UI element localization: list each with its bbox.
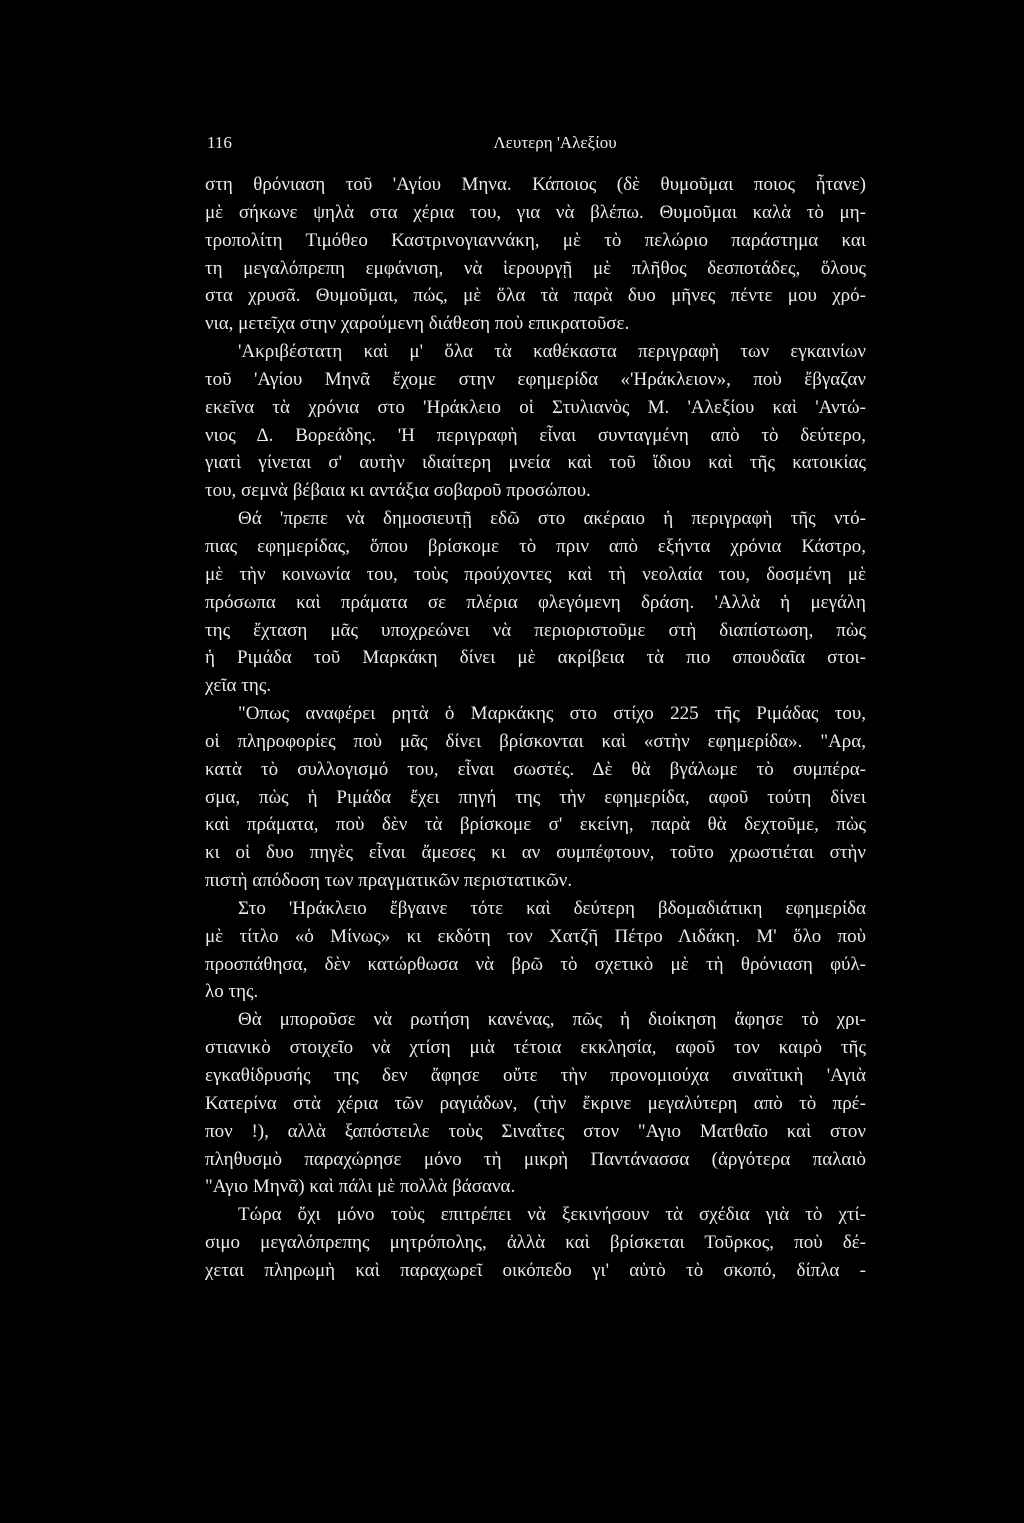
text-line: πιας εφημερίδας, ὅπου βρίσκομε τὸ πριν απὸ εξήντα χρόνια Κάστρο, — [205, 535, 866, 557]
text-line: Θά 'πρεπε νὰ δημοσιευτῇ εδῶ στο ακέραιο ἡ περιγραφὴ τῆς ντό- — [238, 508, 866, 530]
text-line: πληθυσμὸ παραχώρησε μόνο τὴ μικρὴ Παντάνασσα (ἀργότερα παλαιὸ — [205, 1148, 866, 1170]
text-line: κατὰ τὸ συλλογισμό του, εἶναι σωστές. Δὲ θὰ βγάλωμε τὸ συμπέρα- — [205, 758, 866, 780]
paragraph — [205, 1006, 866, 1201]
text-line: Τώρα ὄχι μόνο τοὺς επιτρέπει νὰ ξεκινήσουν τὰ σχέδια γιὰ τὸ χτί- — [238, 1204, 866, 1226]
page-number: 116 — [207, 133, 232, 152]
text-line: σιμο μεγαλόπρεπης μητρόπολης, ἀλλὰ καὶ βρίσκεται Τοῦρκος, ποὺ δέ- — [205, 1232, 866, 1254]
text-line: του, σεμνὰ βέβαια κι αντάξια σοβαροῦ προσώπου. — [205, 480, 591, 502]
paragraph — [205, 338, 866, 505]
text-line: της ἔχταση μᾶς υποχρεώνει νὰ περιοριστοῦμε στὴ διαπίστωση, πὼς — [205, 619, 866, 641]
text-line: χεται πληρωμὴ καὶ παραχωρεῖ οικόπεδο γι' αὐτὸ τὸ σκοπό, δίπλα - — [205, 1259, 866, 1281]
text-line: Κατερίνα στὰ χέρια τῶν ραγιάδων, (τὴν ἔκρινε μεγαλύτερη απὸ τὸ πρέ- — [205, 1092, 866, 1114]
text-line: τοῦ 'Αγίου Μηνᾶ ἔχομε στην εφημερίδα «'Ηράκλειον», ποὺ ἔβγαζαν — [205, 368, 866, 390]
text-line: μὲ τὴν κοινωνία του, τοὺς προύχοντες καὶ τὴ νεολαία του, δοσμένη μὲ — [205, 563, 866, 585]
text-line: στιανικὸ στοιχεῖο νὰ χτίση μιὰ τέτοια εκκλησία, αφοῦ τον καιρὸ τῆς — [205, 1037, 866, 1059]
text-line: 'Ακριβέστατη καὶ μ' ὅλα τὰ καθέκαστα περιγραφὴ των εγκαινίων — [238, 341, 866, 363]
paragraph — [205, 171, 866, 338]
paragraph — [205, 505, 866, 700]
text-line: πον !), αλλὰ ξαπόστειλε τοὺς Σιναΐτες στον "Αγιο Ματθαῖο καὶ στον — [205, 1120, 866, 1142]
text-line: στη θρόνιαση τοῦ 'Αγίου Μηνα. Κάποιος (δὲ θυμοῦμαι ποιος ἦτανε) — [205, 174, 866, 195]
text-line: "Οπως αναφέρει ρητὰ ὁ Μαρκάκης στο στίχο 225 τῆς Ριμάδας του, — [238, 703, 866, 725]
text-line: εγκαθίδρυσής της δεν ἄφησε οὔτε τὴν προνομιούχα σιναϊτικὴ 'Αγιὰ — [205, 1065, 866, 1086]
text-line: τη μεγαλόπρεπη εμφάνιση, νὰ ἱερουργῇ μὲ πλῆθος δεσποτάδες, ὅλους — [205, 257, 866, 279]
text-line: καὶ πράματα, ποὺ δὲν τὰ βρίσκομε σ' εκείνη, παρὰ θὰ δεχτοῦμε, πὼς — [205, 814, 866, 836]
paragraph — [205, 1201, 866, 1285]
text-line: "Αγιο Μηνᾶ) καὶ πάλι μὲ πολλὰ βάσανα. — [205, 1176, 516, 1198]
text-line: προσπάθησα, δὲν κατώρθωσα νὰ βρῶ τὸ σχετικὸ μὲ τὴ θρόνιαση φύλ- — [205, 953, 866, 975]
page-body — [205, 171, 866, 1285]
text-line: νιος Δ. Βορεάδης. 'Η περιγραφὴ εἶναι συνταγμένη απὸ τὸ δεύτερο, — [205, 424, 866, 446]
running-header — [205, 131, 866, 155]
running-title: Λευτερη 'Αλεξίου — [493, 133, 617, 152]
text-line: μὲ σήκωνε ψηλὰ στα χέρια του, για νὰ βλέπω. Θυμοῦμαι καλὰ τὸ μη- — [205, 201, 866, 223]
text-line: στα χρυσᾶ. Θυμοῦμαι, πώς, μὲ ὅλα τὰ παρὰ δυο μῆνες πέντε μου χρό- — [205, 285, 866, 307]
text-line: κι οἱ δυο πηγὲς εἶναι ἄμεσες κι αν συμπέφτουν, τοῦτο χρωστιέται στὴν — [205, 842, 866, 864]
text-line: μὲ τίτλο «ὁ Μίνως» κι εκδότη τον Χατζῆ Πέτρο Λιδάκη. Μ' ὅλο ποὺ — [205, 925, 866, 947]
text-line: πιστὴ απόδοση των πραγματικῶν περιστατικῶν. — [205, 870, 573, 892]
text-line: γιατὶ γίνεται σ' αυτὴν ιδιαίτερη μνεία καὶ τοῦ ἴδιου καὶ τῆς κατοικίας — [205, 452, 866, 474]
paragraph — [205, 895, 866, 1006]
text-line: εκεῖνα τὰ χρόνια στο 'Ηράκλειο οἱ Στυλιανὸς Μ. 'Αλεξίου καὶ 'Αντώ- — [205, 396, 866, 418]
paragraph — [205, 700, 866, 895]
text-line: λο της. — [205, 981, 259, 1003]
text-line: Θὰ μποροῦσε νὰ ρωτήση κανένας, πῶς ἡ διοίκηση ἄφησε τὸ χρι- — [238, 1009, 866, 1031]
text-line: τροπολίτη Τιμόθεο Καστρινογιαννάκη, μὲ τὸ πελώριο παράστημα και — [205, 229, 866, 251]
text-line: ἡ Ριμάδα τοῦ Μαρκάκη δίνει μὲ ακρίβεια τὰ πιο σπουδαῖα στοι- — [205, 647, 866, 669]
text-line: πρόσωπα καὶ πράματα σε πλέρια φλεγόμενη δράση. 'Αλλὰ ἡ μεγάλη — [205, 591, 866, 613]
text-line: οἱ πληροφορίες ποὺ μᾶς δίνει βρίσκονται καὶ «στὴν εφημερίδα». "Αρα, — [205, 730, 866, 752]
text-line: σμα, πὼς ἡ Ριμάδα ἔχει πηγή της τὴν εφημερίδα, αφοῦ τούτη δίνει — [205, 786, 866, 808]
text-line: Στο 'Ηράκλειο ἔβγαινε τότε καὶ δεύτερη βδομαδιάτικη εφημερίδα — [238, 897, 866, 919]
text-line: χεῖα της. — [205, 675, 272, 697]
text-line: νια, μετεῖχα στην χαρούμενη διάθεση ποὺ επικρατοῦσε. — [205, 313, 630, 335]
